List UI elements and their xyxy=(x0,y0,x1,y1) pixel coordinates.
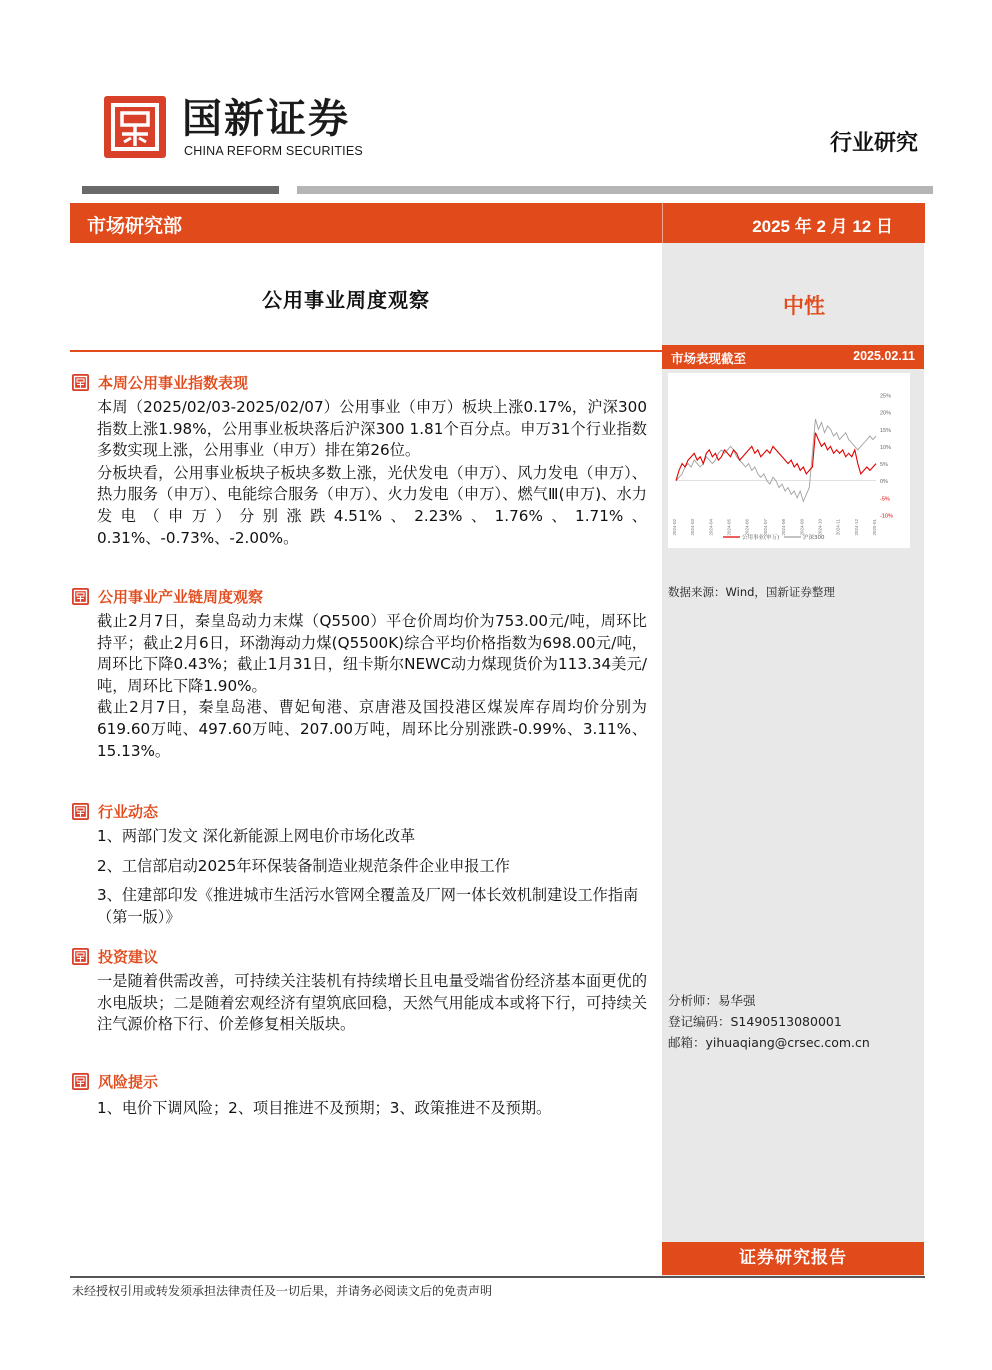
section-logo-icon xyxy=(72,948,89,965)
logo-mark-icon xyxy=(104,96,166,158)
y-tick-label: 15% xyxy=(880,427,892,434)
x-tick-label: 2024-11 xyxy=(835,519,841,536)
logo-chinese-name: 国新证券 xyxy=(182,96,350,142)
section-title: 风险提示 xyxy=(98,1072,159,1091)
section-industry-news xyxy=(72,800,647,928)
footer-divider xyxy=(70,1276,925,1278)
section-paragraph: 截止2月7日，秦皇岛动力末煤（Q5500）平仓价周均价为753.00元/吨，周环比持平；截止2月6日，环渤海动力煤(Q5500K)综合平均价格指数为698.00元/吨，周环比下降0.43%；截止1月31日，纽卡斯尔NEWC动力煤现货价为113.34美元/吨，周环比下降1.90%。 xyxy=(97,612,647,695)
x-tick-label: 2024-03 xyxy=(690,519,696,536)
section-paragraph: 1、电价下调风险；2、项目推进不及预期；3、政策推进不及预期。 xyxy=(97,1099,552,1117)
x-tick-label: 2024-04 xyxy=(708,519,714,536)
y-tick-label: 20% xyxy=(880,410,892,417)
section-title: 公用事业产业链周度观察 xyxy=(98,587,264,606)
x-tick-label: 2024-05 xyxy=(726,519,732,536)
analyst-name: 分析师：易华强 xyxy=(668,993,756,1008)
market-performance-date: 2025.02.11 xyxy=(853,349,915,363)
header-rule-dark xyxy=(82,186,279,194)
section-logo-icon xyxy=(72,588,89,605)
x-tick-label: 2024-12 xyxy=(853,519,859,536)
logo-english-name: CHINA REFORM SECURITIES xyxy=(184,144,363,158)
x-tick-label: 2024-06 xyxy=(744,519,750,536)
analyst-info xyxy=(668,990,870,1053)
report-date: 2025 年 2 月 12 日 xyxy=(752,217,893,236)
report-badge: 证券研究报告 xyxy=(662,1242,924,1275)
x-tick-label: 2024-09 xyxy=(799,519,805,536)
y-tick-label: -5% xyxy=(880,496,890,503)
y-tick-label: -10% xyxy=(880,513,893,520)
disclaimer: 未经授权引用或转发须承担法律责任及一切后果，并请务必阅读文后的免责声明 xyxy=(72,1284,493,1298)
x-tick-label: 2025-01 xyxy=(872,519,877,536)
x-tick-label: 2024-08 xyxy=(781,519,787,536)
section-paragraph: 一是随着供需改善，可持续关注装机有持续增长且电量受端省份经济基本面更优的水电版块；二是随着宏观经济有望筑底回稳，天然气用能成本或将下行，可持续关注气源价格下行、价差修复相关版块。 xyxy=(97,972,647,1034)
analyst-email[interactable]: 邮箱：yihuaqiang@crsec.com.cn xyxy=(668,1035,870,1050)
banner-bar xyxy=(70,203,925,243)
section-title: 行业动态 xyxy=(98,802,159,821)
performance-chart xyxy=(668,373,910,548)
report-type: 行业研究 xyxy=(829,130,918,156)
department-label: 市场研究部 xyxy=(87,215,183,237)
section-industry-chain xyxy=(72,585,647,762)
section-investment-advice xyxy=(72,945,647,1036)
section-index-performance xyxy=(72,371,647,549)
news-item: 1、两部门发文 深化新能源上网电价市场化改革 xyxy=(97,827,416,845)
analyst-registration: 登记编码：S1490513080001 xyxy=(668,1014,842,1029)
y-tick-label: 5% xyxy=(880,462,888,469)
x-tick-label: 2024-02 xyxy=(672,519,677,536)
section-paragraph: 分板块看，公用事业板块子板块多数上涨，光伏发电（申万）、风力发电（申万）、热力服务（申万）、电能综合服务（申万）、火力发电（申万）、燃气Ⅲ(申万)、水力发电（申万）分别涨跌4.51%、2.23%、1.76%、1.71%、0.31%、-0.73%、-2.00%。 xyxy=(97,463,647,547)
data-source: 数据来源：Wind，国新证券整理 xyxy=(668,585,835,599)
section-title: 本周公用事业指数表现 xyxy=(98,373,249,392)
y-tick-label: 10% xyxy=(880,444,892,451)
company-logo xyxy=(104,96,374,158)
banner-divider xyxy=(662,203,663,243)
title-divider xyxy=(70,350,662,352)
section-paragraph: 本周（2025/02/03-2025/02/07）公用事业（申万）板块上涨0.17%，沪深300指数上涨1.98%，公用事业板块落后沪深300 1.81个百分点。申万31个行业指数多数实现上涨，公用事业（申万）排在第26位。 xyxy=(97,398,647,460)
legend-label-utilities: 公用事业(申万) xyxy=(742,535,780,541)
market-performance-label: 市场表现截至 xyxy=(671,351,747,366)
section-title: 投资建议 xyxy=(98,947,159,966)
y-tick-label: 0% xyxy=(880,479,888,486)
x-tick-label: 2024-07 xyxy=(762,519,768,536)
legend-label-csi300: 沪深300 xyxy=(803,535,825,541)
y-tick-label: 25% xyxy=(880,393,892,400)
rating-label: 中性 xyxy=(783,293,825,318)
section-logo-icon xyxy=(72,374,89,391)
news-item: 2、工信部启动2025年环保装备制造业规范条件企业申报工作 xyxy=(97,856,510,875)
section-logo-icon xyxy=(72,1073,89,1090)
series-line-csi300 xyxy=(676,419,876,501)
header-rule-light xyxy=(297,186,933,194)
page-title: 公用事业周度观察 xyxy=(262,288,430,312)
section-paragraph: 截止2月7日，秦皇岛港、曹妃甸港、京唐港及国投港区煤炭库存周均价分别为619.60万吨、497.60万吨、207.00万吨，周环比分别涨跌-0.99%、3.11%、15.13%。 xyxy=(97,698,647,760)
section-logo-icon xyxy=(72,803,89,820)
performance-chart-svg xyxy=(668,373,910,548)
market-performance-bar xyxy=(662,345,924,369)
x-tick-label: 2024-10 xyxy=(817,519,823,536)
news-item: 3、住建部印发《推进城市生活污水管网全覆盖及厂网一体长效机制建设工作指南（第一版）》 xyxy=(97,886,639,926)
section-risk-warning xyxy=(72,1070,647,1120)
